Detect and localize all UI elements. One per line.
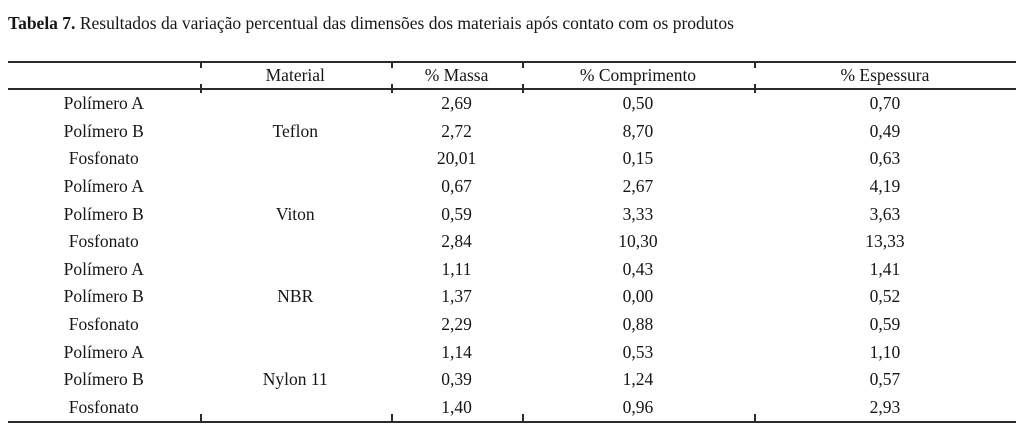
material-cell: NBR (277, 286, 314, 307)
header-row (8, 62, 1016, 89)
massa-value: 2,72 (441, 120, 472, 141)
espessura-value: 0,59 (869, 314, 901, 335)
rule-tick (522, 84, 524, 93)
table-row (8, 118, 1016, 146)
row-label: Fosfonato (68, 148, 139, 169)
row-label: Polímero A (63, 176, 144, 197)
row-label: Polímero B (63, 369, 144, 390)
row-label: Polímero B (63, 120, 144, 141)
row-label: Polímero A (63, 258, 144, 279)
comprimento-value: 1,24 (622, 369, 654, 390)
rule-tick (754, 61, 756, 68)
espessura-value: 0,70 (869, 93, 901, 114)
material-cell: Teflon (272, 120, 318, 141)
material-cell-empty (200, 228, 392, 256)
material-cell-empty (200, 256, 392, 284)
massa-value: 2,84 (441, 231, 472, 252)
material-cell: Nylon 11 (262, 369, 328, 390)
results-table (8, 61, 1016, 423)
rule-tick (200, 84, 202, 93)
espessura-value: 0,63 (869, 148, 901, 169)
table-caption-text: Resultados da variação percentual das dimensões dos materiais após contato com os produtos (79, 13, 734, 33)
comprimento-value: 3,33 (622, 203, 654, 224)
massa-value: 1,14 (441, 341, 472, 362)
rule-tick (522, 414, 524, 421)
material-cell-empty (200, 338, 392, 366)
espessura-value: 0,49 (869, 120, 901, 141)
row-label: Fosfonato (68, 396, 139, 417)
material-cell-empty (200, 145, 392, 173)
row-label: Polímero B (63, 286, 144, 307)
massa-value: 20,01 (436, 148, 477, 169)
row-label: Polímero A (63, 341, 144, 362)
material-cell-empty (200, 311, 392, 339)
table-row (8, 311, 1016, 339)
table-caption-label: Tabela 7. (8, 13, 80, 33)
comprimento-value: 0,88 (622, 314, 654, 335)
massa-value: 0,59 (441, 203, 472, 224)
comprimento-value: 10,30 (618, 231, 658, 252)
table-row (8, 89, 1016, 118)
massa-value: 0,39 (441, 369, 472, 390)
rule-tick (391, 414, 393, 421)
col-header-material: Material (200, 62, 392, 89)
massa-value: 1,37 (441, 286, 472, 307)
material-cell: Viton (275, 203, 315, 224)
massa-value: 1,11 (441, 258, 472, 279)
col-header-blank (8, 62, 200, 89)
row-label: Fosfonato (68, 314, 139, 335)
col-header-massa: % Massa (391, 62, 522, 89)
espessura-value: 0,52 (869, 286, 901, 307)
massa-value: 2,69 (441, 93, 472, 114)
table-row (8, 366, 1016, 394)
rule-tick (391, 84, 393, 93)
comprimento-value: 0,96 (622, 396, 654, 417)
table-row (8, 228, 1016, 256)
material-cell-empty (200, 394, 392, 423)
comprimento-value: 0,53 (622, 341, 654, 362)
comprimento-value: 8,70 (622, 120, 654, 141)
espessura-value: 1,41 (869, 258, 901, 279)
table-row (8, 283, 1016, 311)
table-container (8, 61, 1016, 421)
row-label: Polímero A (63, 93, 144, 114)
rule-tick (522, 61, 524, 68)
rule-tick (754, 84, 756, 93)
espessura-value: 13,33 (865, 231, 905, 252)
massa-value: 2,29 (441, 314, 472, 335)
massa-value: 1,40 (441, 396, 472, 417)
comprimento-value: 0,00 (622, 286, 654, 307)
row-label: Fosfonato (68, 231, 139, 252)
row-label: Polímero B (63, 203, 144, 224)
col-header-espessura: % Espessura (754, 62, 1016, 89)
table-row (8, 256, 1016, 284)
table-row (8, 200, 1016, 228)
rule-tick (754, 414, 756, 421)
material-cell-empty (200, 89, 392, 118)
espessura-value: 4,19 (869, 176, 901, 197)
espessura-value: 2,93 (869, 396, 901, 417)
col-header-comprimento: % Comprimento (522, 62, 754, 89)
comprimento-value: 0,43 (622, 258, 654, 279)
table-row (8, 394, 1016, 423)
espessura-value: 0,57 (869, 369, 901, 390)
comprimento-value: 2,67 (622, 176, 654, 197)
rule-tick (200, 61, 202, 68)
comprimento-value: 0,15 (622, 148, 654, 169)
espessura-value: 1,10 (869, 341, 901, 362)
massa-value: 0,67 (441, 176, 472, 197)
material-cell-empty (200, 173, 392, 201)
comprimento-value: 0,50 (622, 93, 654, 114)
rule-tick (200, 414, 202, 421)
table-row (8, 173, 1016, 201)
table-caption (0, 0, 1024, 35)
table-row (8, 338, 1016, 366)
rule-tick (391, 61, 393, 68)
espessura-value: 3,63 (869, 203, 901, 224)
table-row (8, 145, 1016, 173)
